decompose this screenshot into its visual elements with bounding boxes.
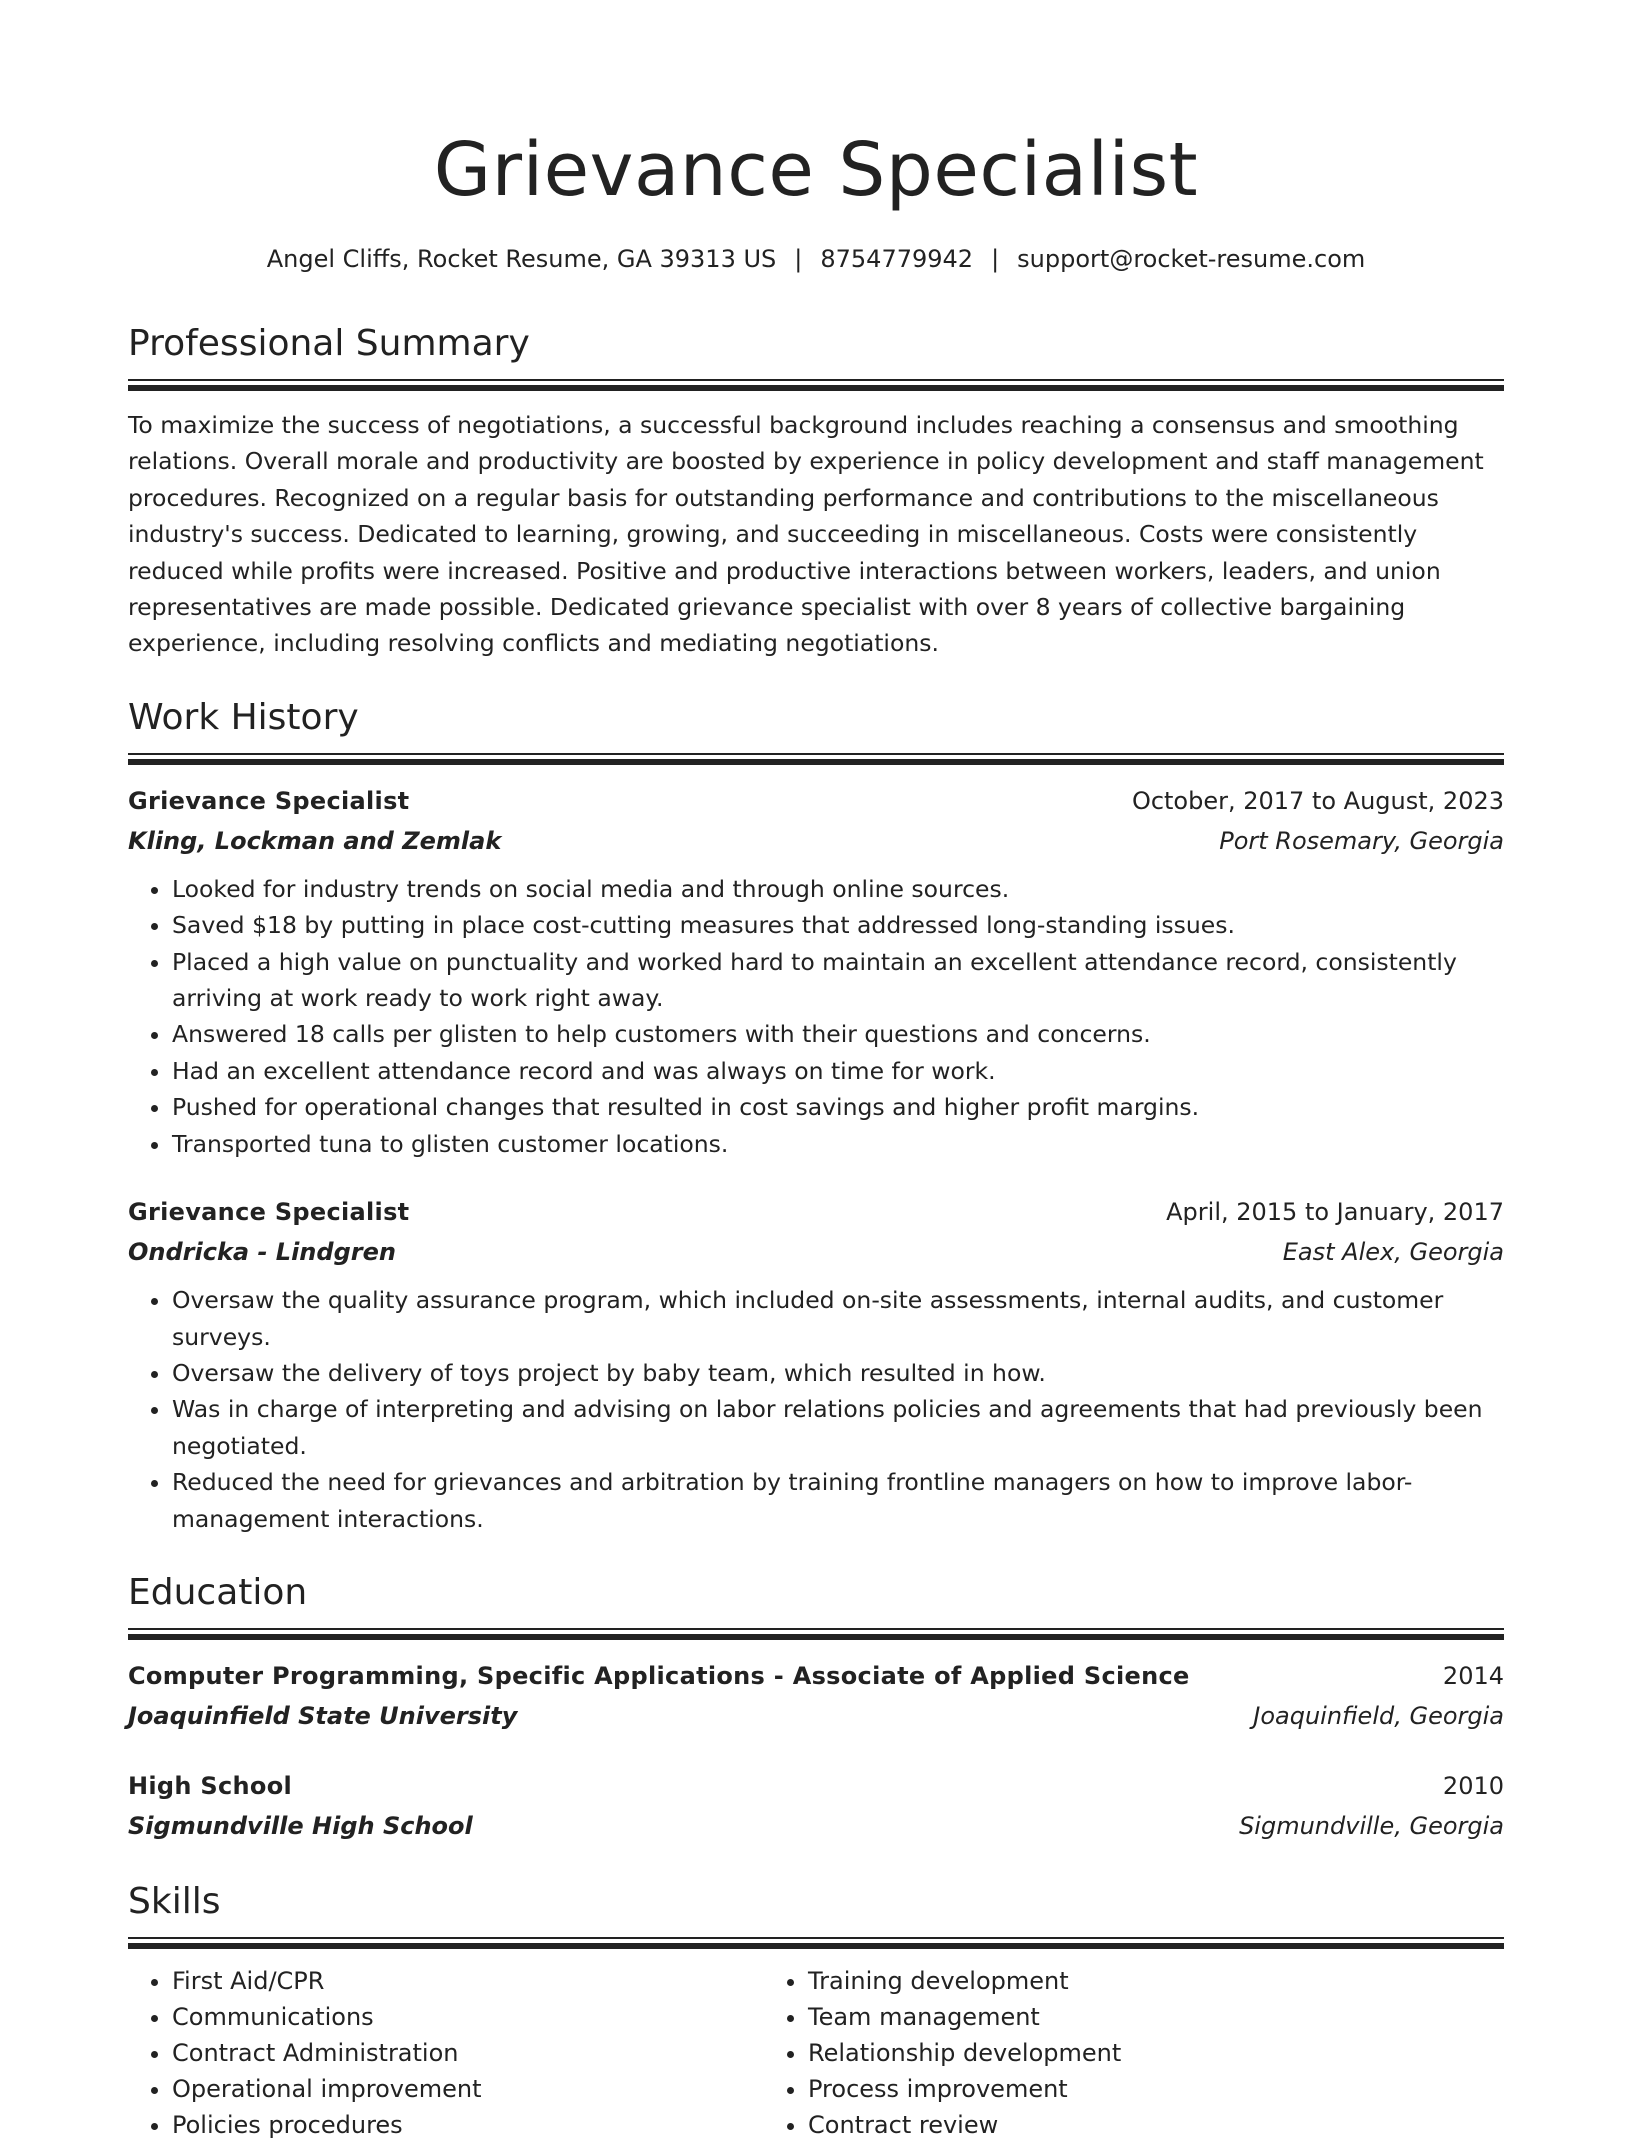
section-title-skills: Skills	[128, 1880, 221, 1922]
skills-list-left	[128, 1963, 760, 2143]
summary-section	[128, 322, 1504, 662]
job-location: Port Rosemary, Georgia	[1219, 826, 1504, 855]
job-bullet: • Placed a high value on punctuality and worked hard to maintain an excellent attendance record, consistently arriving at work ready to work right away.	[172, 944, 1504, 1017]
job-position: Grievance Specialist	[128, 786, 410, 815]
section-divider	[128, 1937, 1504, 1949]
job-company: Ondricka - Lindgren	[128, 1238, 396, 1267]
section-divider	[128, 379, 1504, 391]
job-bullet: • Oversaw the quality assurance program, which included on-site assessments, internal audits, and customer surveys.	[172, 1282, 1504, 1355]
contact-separator: |	[794, 245, 803, 273]
job-bullet: • Pushed for operational changes that resulted in cost savings and higher profit margins.	[172, 1089, 1504, 1125]
education-school-row	[128, 1696, 1504, 1736]
job-company: Kling, Lockman and Zemlak	[128, 826, 502, 855]
job-company-row	[128, 821, 1504, 861]
section-divider	[128, 1628, 1504, 1640]
education-school-row	[128, 1806, 1504, 1846]
section-divider	[128, 753, 1504, 765]
job-bullets	[128, 1282, 1504, 1537]
education-year: 2010	[1442, 1771, 1504, 1800]
job-entry	[128, 781, 1504, 1162]
skill-item: • Training development	[808, 1963, 1460, 1999]
education-year: 2014	[1442, 1661, 1504, 1690]
education-school: Joaquinfield State University	[128, 1701, 518, 1730]
summary-text: To maximize the success of negotiations, a successful background includes reaching a consensus and smoothing relations. Overall morale and productivity are boosted by experience in policy development and staff management procedures. Recognized on a regular basis for outstanding performance and contributions to the miscellaneous industry's success. Dedicated to learning, growing, and succeeding in miscellaneous. Costs were consistently reduced while profits were increased. Positive and productive interactions between workers, leaders, and union representatives are made possible. Dedicated grievance specialist with over 8 years of collective bargaining experience, including resolving conflicts and mediating negotiations.	[128, 411, 1484, 658]
resume-name: Grievance Specialist	[433, 127, 1199, 213]
skill-item: • Operational improvement	[172, 2071, 760, 2107]
job-entry	[128, 1192, 1504, 1537]
job-bullet: • Oversaw the delivery of toys project by baby team, which resulted in how.	[172, 1355, 1504, 1391]
skills-section	[128, 1880, 1504, 2143]
contact-phone: 8754779942	[820, 245, 974, 273]
contact-line	[128, 242, 1504, 276]
job-bullet: • Transported tuna to glisten customer locations.	[172, 1126, 1504, 1162]
job-bullet: • Answered 18 calls per glisten to help customers with their questions and concerns.	[172, 1016, 1504, 1052]
contact-email: support@rocket-resume.com	[1017, 245, 1366, 273]
job-bullet: • Had an excellent attendance record and was always on time for work.	[172, 1053, 1504, 1089]
education-section	[128, 1571, 1504, 1846]
skills-list-right	[760, 1963, 1460, 2143]
education-school: Sigmundville High School	[128, 1811, 473, 1840]
job-position: Grievance Specialist	[128, 1198, 410, 1227]
skills-columns	[128, 1963, 1504, 2143]
education-entry	[128, 1656, 1504, 1736]
education-location: Sigmundville, Georgia	[1239, 1811, 1504, 1840]
skill-item: • Team management	[808, 1999, 1460, 2035]
education-header-row	[128, 1766, 1504, 1806]
job-bullets	[128, 871, 1504, 1162]
skill-item: • Relationship development	[808, 2035, 1460, 2071]
job-dates: April, 2015 to January, 2017	[1166, 1198, 1504, 1227]
work-history-section	[128, 696, 1504, 1537]
contact-address: Angel Cliffs, Rocket Resume, GA 39313 US	[266, 245, 777, 273]
job-location: East Alex, Georgia	[1282, 1238, 1504, 1267]
education-header-row	[128, 1656, 1504, 1696]
job-bullet: • Saved $18 by putting in place cost-cutting measures that addressed long-standing issues.	[172, 907, 1504, 943]
skill-item: • Communications	[172, 1999, 760, 2035]
job-bullet: • Was in charge of interpreting and advising on labor relations policies and agreements that had previously been negotiated.	[172, 1391, 1504, 1464]
job-header-row	[128, 1192, 1504, 1232]
job-company-row	[128, 1232, 1504, 1272]
education-degree: Computer Programming, Specific Applications - Associate of Applied Science	[128, 1661, 1190, 1690]
skill-item: • Contract review	[808, 2107, 1460, 2143]
skill-item: • Policies procedures	[172, 2107, 760, 2143]
education-entry	[128, 1766, 1504, 1846]
job-bullet: • Looked for industry trends on social media and through online sources.	[172, 871, 1504, 907]
education-degree: High School	[128, 1771, 293, 1800]
skill-item: • First Aid/CPR	[172, 1963, 760, 1999]
section-title-education: Education	[128, 1571, 308, 1613]
job-bullet: • Reduced the need for grievances and arbitration by training frontline managers on how to improve labor-management interactions.	[172, 1464, 1504, 1537]
job-header-row	[128, 781, 1504, 821]
job-dates: October, 2017 to August, 2023	[1131, 786, 1504, 815]
section-title-work: Work History	[128, 696, 359, 738]
skill-item: • Process improvement	[808, 2071, 1460, 2107]
education-location: Joaquinfield, Georgia	[1253, 1701, 1504, 1730]
skill-item: • Contract Administration	[172, 2035, 760, 2071]
contact-separator: |	[991, 245, 1000, 273]
section-title-summary: Professional Summary	[128, 323, 530, 364]
